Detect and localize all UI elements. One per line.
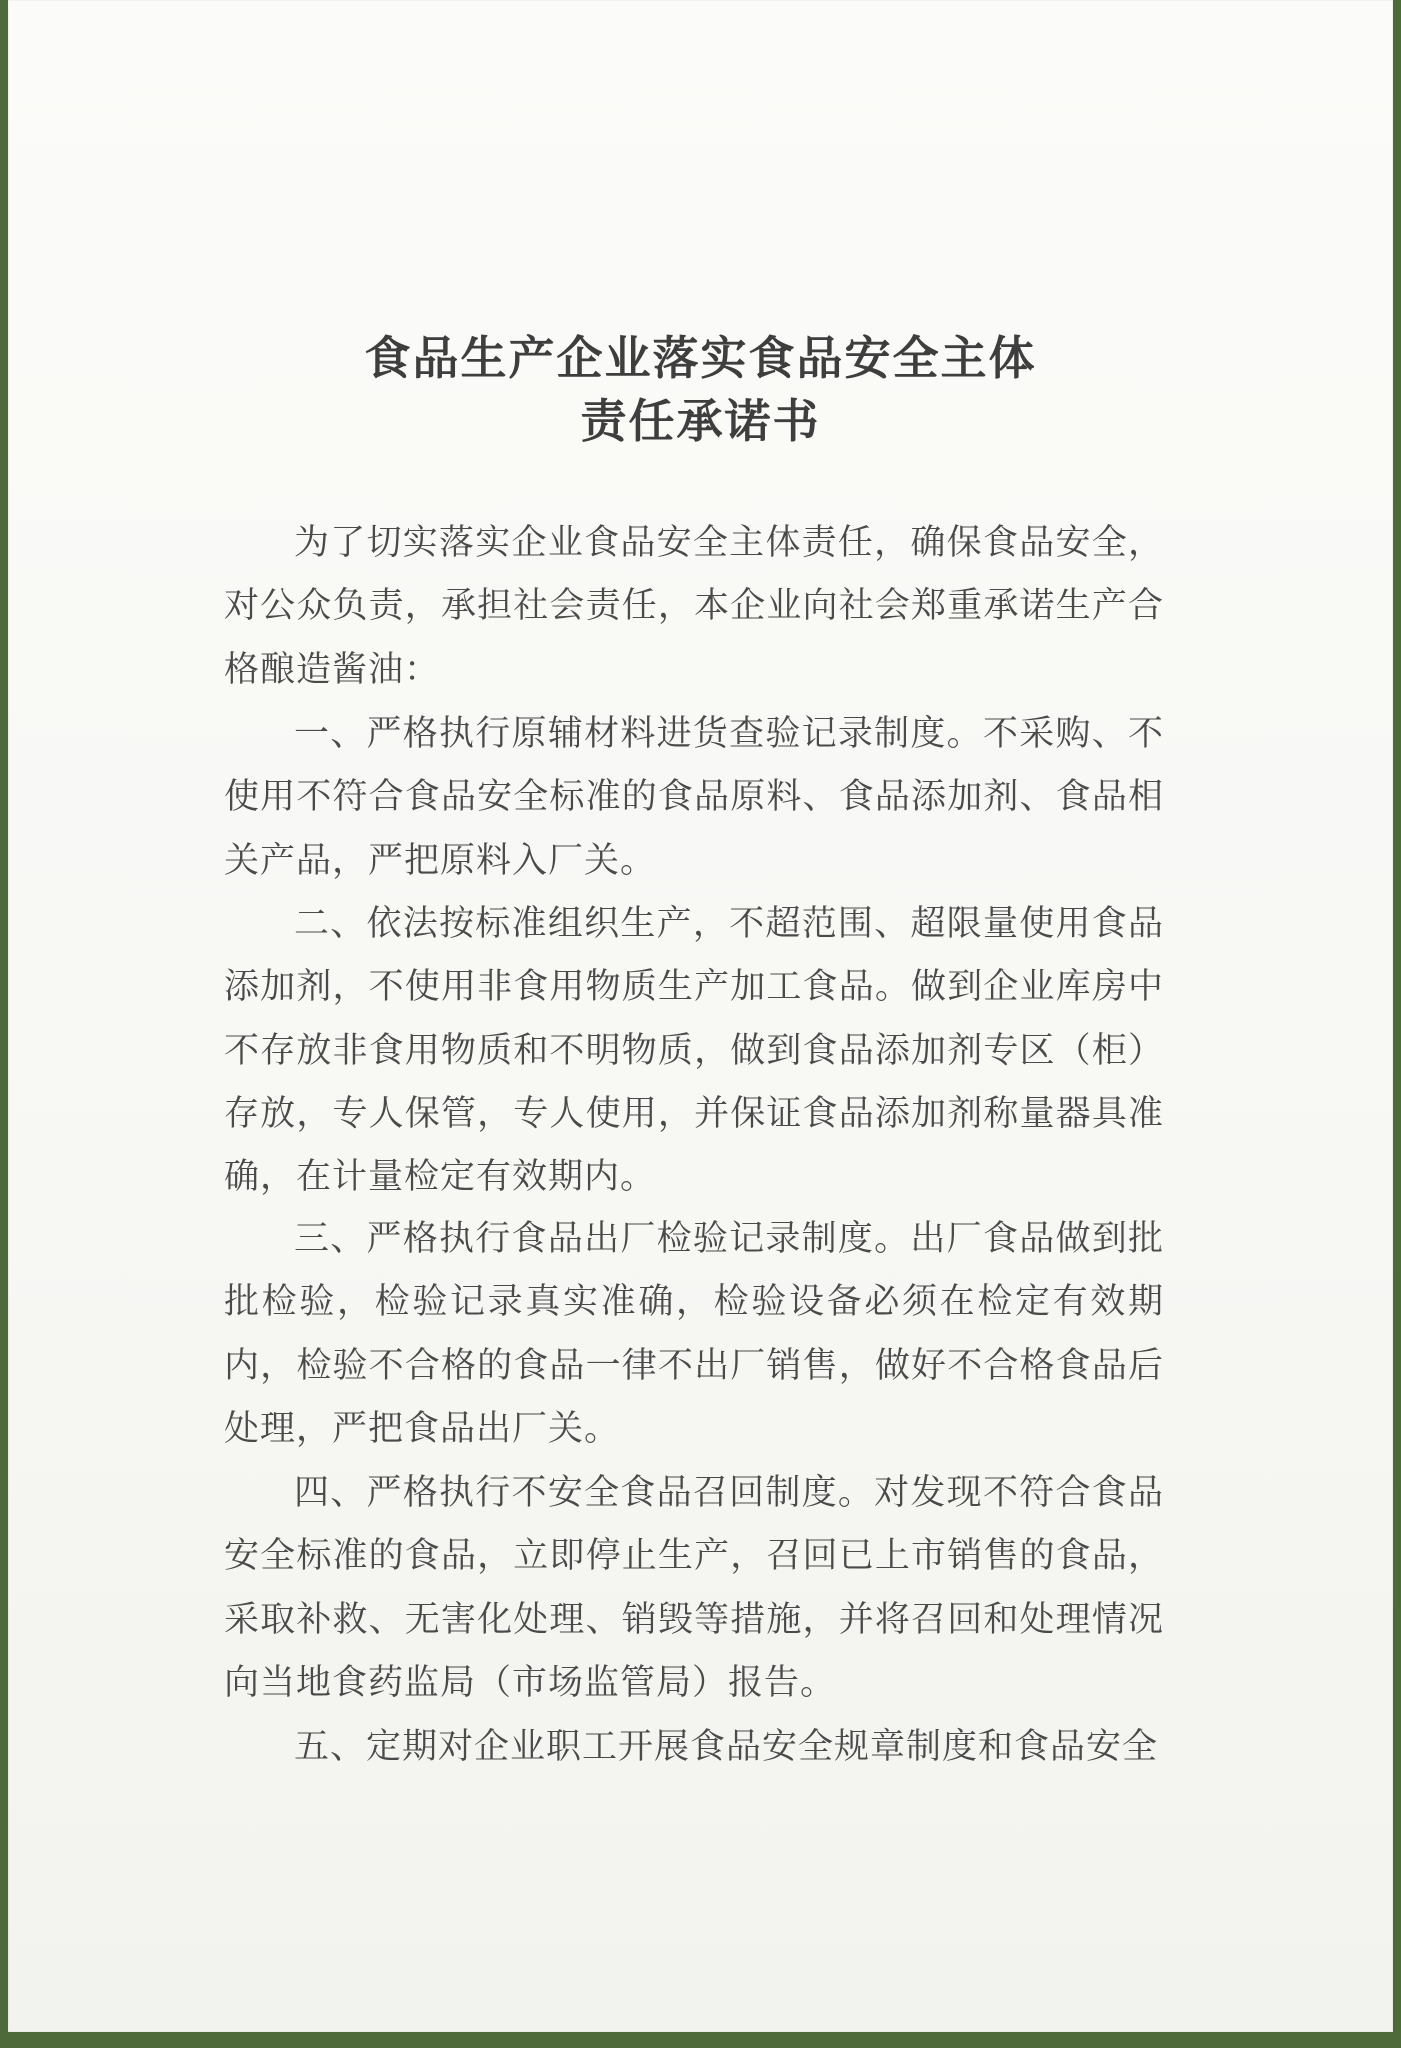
- commitment-paragraph-3: 三、严格执行食品出厂检验记录制度。出厂食品做到批批检验，检验记录真实准确，检验设备必须在检定有效期内，检验不合格的食品一律不出厂销售，做好不合格食品后处理，严把食品出厂关。: [224, 1219, 1164, 1449]
- intro-paragraph: 为了切实落实企业食品安全主体责任，确保食品安全，对公众负责，承担社会责任，本企业向社会郑重承诺生产合格酿造酱油：: [224, 523, 1164, 690]
- commitment-paragraph-5: 五、定期对企业职工开展食品安全规章制度和食品安全: [294, 1727, 1159, 1767]
- document-title-line-2: 责任承诺书: [580, 394, 821, 448]
- document-title-line-1: 食品生产企业落实食品安全主体: [364, 331, 1037, 385]
- commitment-paragraph-1: 一、严格执行原辅材料进货查验记录制度。不采购、不使用不符合食品安全标准的食品原料、食品添加剂、食品相关产品，严把原料入厂关。: [224, 714, 1164, 881]
- commitment-paragraph-2: 二、依法按标准组织生产，不超范围、超限量使用食品添加剂，不使用非食用物质生产加工食品。做到企业库房中不存放非食用物质和不明物质，做到食品添加剂专区（柜）存放，专人保管，专人使用，并保证食品添加剂称量器具准确，在计量检定有效期内。: [224, 904, 1164, 1198]
- commitment-paragraph-4: 四、严格执行不安全食品召回制度。对发现不符合食品安全标准的食品，立即停止生产，召回已上市销售的食品，采取补救、无害化处理、销毁等措施，并将召回和处理情况向当地食药监局（市场监管局）报告。: [224, 1473, 1164, 1703]
